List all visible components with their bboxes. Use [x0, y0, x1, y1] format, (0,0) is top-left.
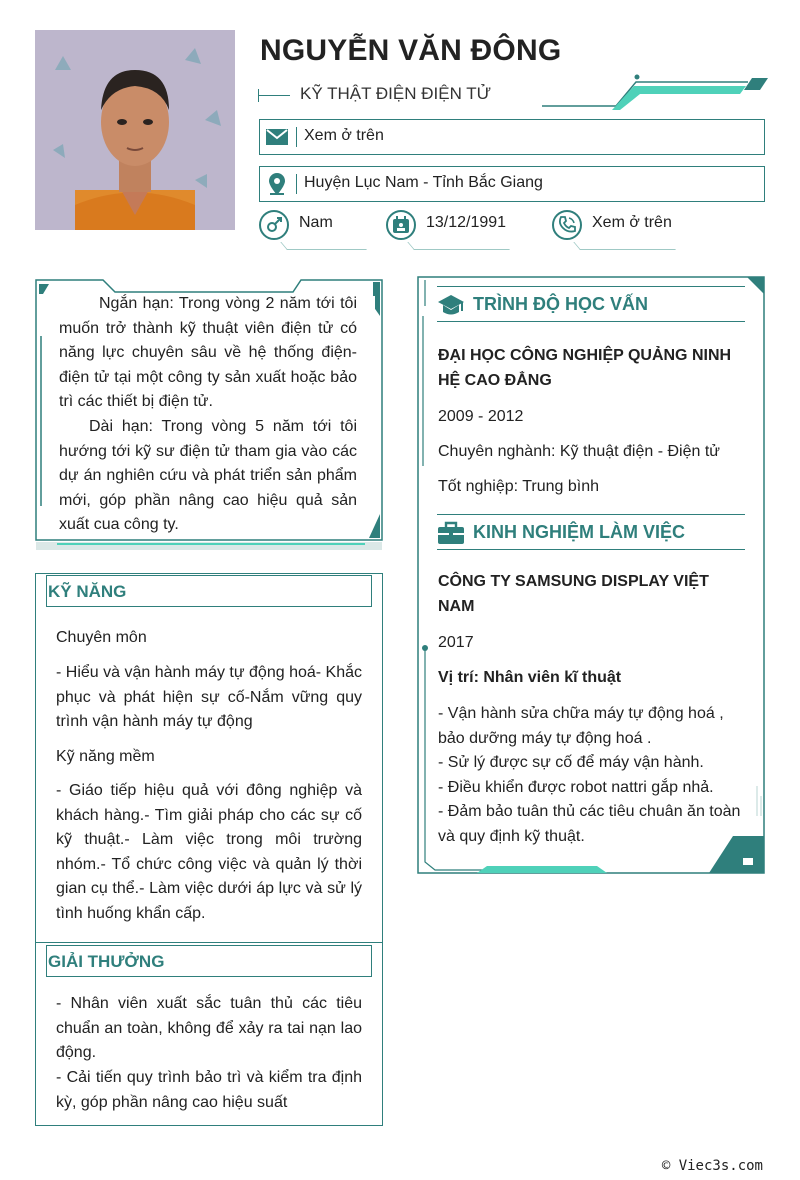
skills-heading-box: [46, 575, 372, 607]
education-heading-box: [437, 286, 745, 322]
location-pin-icon: [260, 167, 294, 201]
skills-soft-text: - Giáo tiếp hiệu quả với đông nghiệp và khách hàng.- Tìm giải pháp cho các sự cố kỹ thuật.- Làm việc trong môi trường nhóm.- Tổ chức công việc và quản lý thời gian cụ thể.- Làm việc dưới áp lực và sử lý tình huống khẩn cấp.: [56, 782, 362, 922]
skills-awards-panel: [35, 573, 383, 1126]
phone-value[interactable]: Xem ở trên: [592, 214, 672, 231]
education-school: ĐẠI HỌC CÔNG NGHIỆP QUẢNG NINH HỆ CAO ĐẲNG: [438, 347, 732, 389]
calendar-icon: [386, 210, 416, 240]
education-heading: TRÌNH ĐỘ HỌC VẤN: [473, 294, 648, 314]
graduation-cap-icon: [437, 293, 465, 317]
address-value: Huyện Lục Nam - Tỉnh Bắc Giang: [304, 174, 543, 191]
phone-item: [552, 208, 692, 252]
education-experience-panel: [417, 276, 765, 874]
skills-soft-label: Kỹ năng mềm: [56, 748, 155, 765]
education-years: 2009 - 2012: [438, 408, 524, 425]
experience-heading: KINH NGHIỆM LÀM VIỆC: [473, 522, 686, 542]
experience-heading-box: [437, 514, 745, 550]
email-box: [259, 119, 765, 155]
title-line-decoration: [258, 95, 290, 96]
experience-year: 2017: [438, 634, 474, 651]
profile-photo: [35, 30, 235, 230]
skills-heading: KỸ NĂNG: [48, 582, 127, 601]
experience-duties: [438, 702, 748, 850]
awards-heading-box: [46, 945, 372, 977]
education-major: Chuyên nghành: Kỹ thuật điện - Điện tử: [438, 443, 720, 460]
experience-company: CÔNG TY SAMSUNG DISPLAY VIỆT NAM: [438, 573, 709, 615]
gender-icon: [259, 210, 289, 240]
duty-item: - Sử lý được sự cố để máy vận hành.: [438, 754, 704, 772]
awards-line-2: - Cải tiến quy trình bảo trì và kiểm tra định kỳ, góp phần nâng cao hiệu suất: [56, 1069, 362, 1111]
phone-icon: [552, 210, 582, 240]
birthday-item: [386, 208, 526, 252]
duty-item: - Điều khiển được robot nattri gắp nhả.: [438, 778, 714, 796]
education-graduation: Tốt nghiệp: Trung bình: [438, 478, 599, 495]
panel-divider: [35, 942, 383, 943]
objective-short-term: Ngắn hạn: Trong vòng 2 năm tới tôi muốn trở thành kỹ thuật viên điện tử có năng lực chuyên sâu về hệ thống điện- điện tử tại một công ty sản xuất hoặc bảo trì các thiết bị điện tử.: [59, 295, 357, 411]
email-value[interactable]: Xem ở trên: [304, 127, 384, 144]
objective-text: [59, 292, 357, 538]
awards-heading: GIẢI THƯỞNG: [48, 952, 165, 971]
circuit-decoration: [540, 72, 770, 116]
address-box: [259, 166, 765, 202]
career-objective-panel: [35, 276, 383, 552]
experience-position: Vị trí: Nhân viên kĩ thuật: [438, 669, 622, 686]
briefcase-icon: [437, 521, 465, 545]
birthday-value: 13/12/1991: [426, 214, 507, 231]
candidate-name: NGUYỄN VĂN ĐÔNG: [260, 34, 562, 67]
gender-value: Nam: [299, 214, 333, 231]
job-title: KỸ THẬT ĐIỆN ĐIỆN TỬ: [300, 84, 492, 103]
awards-line-1: - Nhân viên xuất sắc tuân thủ các tiêu chuẩn an toàn, không để xảy ra tai nạn lao động.: [56, 995, 362, 1062]
duty-item: - Đảm bảo tuân thủ các tiêu chuân ăn toàn và quy định kỹ thuật.: [438, 803, 741, 845]
duty-item: - Vận hành sửa chữa máy tự động hoá , bảo dưỡng máy tự động hoá .: [438, 705, 724, 747]
skills-professional-text: - Hiểu và vận hành máy tự động hoá- Khắc phục và phát hiện sự cố-Nắm vững quy trình vận hành máy tự động: [56, 664, 362, 731]
skills-professional-label: Chuyên môn: [56, 629, 147, 646]
email-icon: [260, 120, 294, 154]
copyright-footer: © Viec3s.com: [661, 1158, 763, 1174]
gender-item: [259, 208, 369, 252]
objective-long-term: Dài hạn: Trong vòng 5 năm tới tôi hướng tới kỹ sư điện tử tham gia vào các dự án nghiên cứu và phát triển sản phẩm mới, góp phần nâng cao hiệu quả sản xuất cua công ty.: [59, 417, 357, 534]
